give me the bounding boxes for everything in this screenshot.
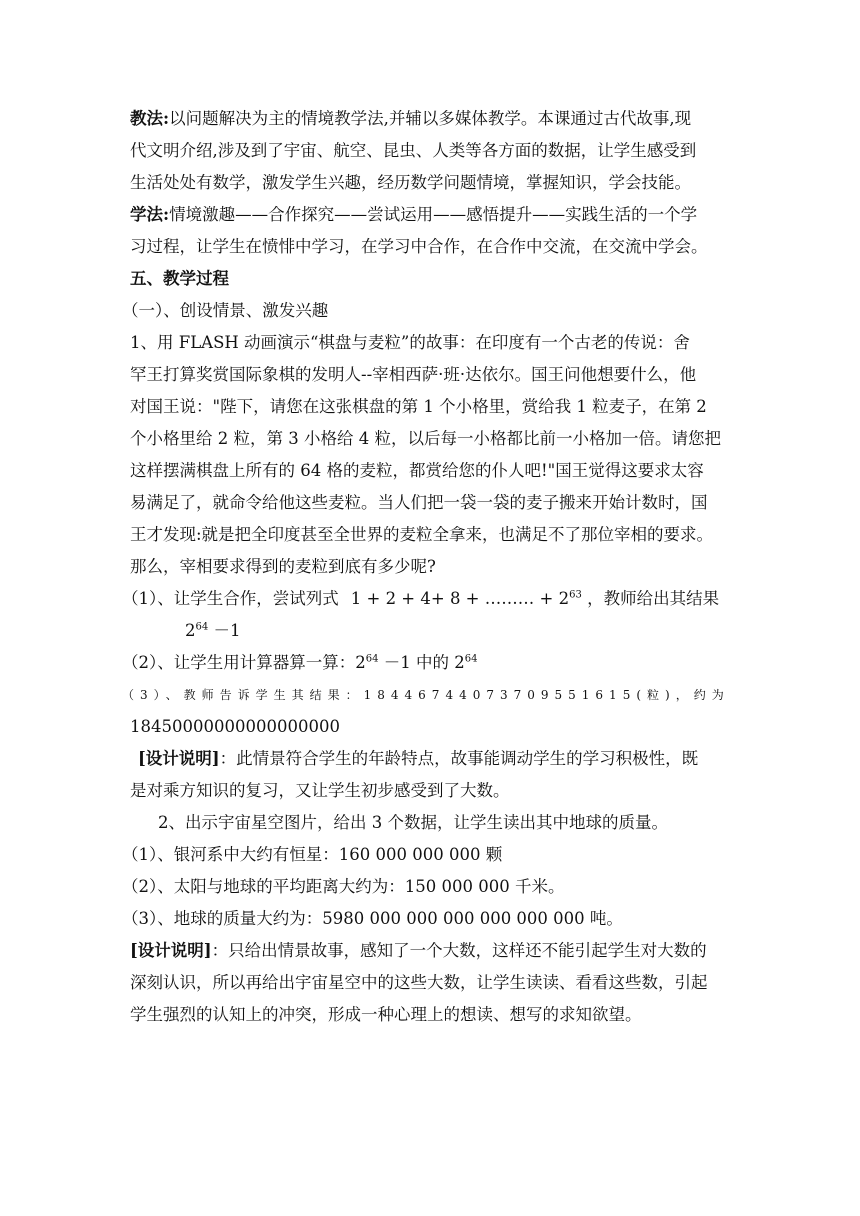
document-page [122, 103, 730, 1031]
step2-exponent-1: 64 [365, 653, 379, 665]
story-line-3: 对国王说："陛下，请您在这张棋盘的第 1 个小格里，赏给我 1 粒麦子，在第 2 [130, 397, 707, 416]
method-text: 以问题解决为主的情境教学法,并辅以多媒体教学。本课通过古代故事,现 [169, 109, 692, 128]
story-line-8: 那么，宰相要求得到的麦粒到底有多少呢? [130, 557, 436, 576]
story-line-4: 个小格里给 2 粒，第 3 小格给 4 粒，以后每一小格都比前一小格加一倍。请您把 [130, 429, 721, 448]
step1-exponent: 63 [569, 589, 582, 601]
method-label: 教法: [130, 109, 170, 128]
step2-middle: －1 中的 2 [378, 653, 465, 672]
story-line-2: 罕王打算奖赏国际象棋的发明人--宰相西萨·班·达依尔。国王问他想要什么，他 [130, 365, 697, 384]
note1-label: [设计说明] [138, 749, 220, 768]
step1-result-tail: －1 [208, 621, 241, 640]
step1-formula: 1 + 2 + 4+ 8 + ……… + 2 [350, 589, 570, 608]
story2-line: 2、出示宇宙星空图片，给出 3 个数据，让学生读出其中地球的质量。 [158, 813, 668, 832]
story-line-1: 1、用 FLASH 动画演示“棋盘与麦粒”的故事：在印度有一个古老的传说：舍 [130, 333, 690, 352]
story-line-7: 王才发现:就是把全印度甚至全世界的麦粒全拿来，也满足不了那位宰相的要求。 [130, 525, 714, 544]
step1-result [130, 615, 730, 647]
subsection-title: （一）、创设情景、激发兴趣 [122, 301, 329, 320]
study-line-1 [130, 199, 730, 231]
note1-line-2: 是对乘方知识的复习，又让学生初步感受到了大数。 [130, 781, 510, 800]
note1-line-1 [130, 743, 730, 775]
step3-line-1: （3）、教师告诉学生其结果：18446744073709551615(粒)，约为 [122, 688, 730, 702]
data-item-3: （3）、地球的质量大约为：5980 000 000 000 000 000 000 吨。 [122, 909, 623, 928]
study-text: 情境激趣——合作探究——尝试运用——感悟提升——实践生活的一个学 [169, 205, 698, 224]
step1-tail: ，教师给出其结果 [587, 589, 720, 608]
step1-result-base: 2 [185, 621, 196, 640]
step2-exponent-2: 64 [464, 653, 478, 665]
method-line-3: 生活处处有数学，激发学生兴趣，经历数学问题情境，掌握知识，学会技能。 [130, 173, 691, 192]
method-line-2: 代文明介绍,涉及到了宇宙、航空、昆虫、人类等各方面的数据，让学生感受到 [130, 141, 697, 160]
note2-line-3: 学生强烈的认知上的冲突，形成一种心理上的想读、想写的求知欲望。 [130, 1005, 642, 1024]
step2-line [122, 647, 730, 679]
note1-text: ：此情景符合学生的年龄特点，故事能调动学生的学习积极性，既 [219, 749, 699, 768]
note2-line-1 [130, 935, 730, 967]
story-line-6: 易满足了，就命令给他这些麦粒。当人们把一袋一袋的麦子搬来开始计数时，国 [130, 493, 708, 512]
note2-label: [设计说明] [130, 941, 212, 960]
study-line-2: 习过程，让学生在愤悱中学习，在学习中合作，在合作中交流，在交流中学会。 [130, 237, 708, 256]
note2-text: ：只给出情景故事，感知了一个大数，这样还不能引起学生对大数的 [211, 941, 707, 960]
step1-result-exponent: 64 [195, 621, 209, 633]
step1-line [122, 583, 730, 615]
step2-text: （2）、让学生用计算器算一算：2 [122, 653, 366, 672]
section-title: 五、教学过程 [130, 269, 229, 288]
step1-text: （1）、让学生合作，尝试列式 [122, 589, 339, 608]
step3-line-2: 18450000000000000000 [130, 717, 340, 736]
study-label: 学法: [130, 205, 170, 224]
method-line-1 [130, 103, 730, 135]
note2-line-2: 深刻认识，所以再给出宇宙星空中的这些大数，让学生读读、看看这些数，引起 [130, 973, 708, 992]
story-line-5: 这样摆满棋盘上所有的 64 格的麦粒，都赏给您的仆人吧!"国王觉得这要求太容 [130, 461, 704, 480]
data-item-2: （2）、太阳与地球的平均距离大约为：150 000 000 千米。 [122, 877, 565, 896]
data-item-1: （1）、银河系中大约有恒星：160 000 000 000 颗 [122, 845, 503, 864]
